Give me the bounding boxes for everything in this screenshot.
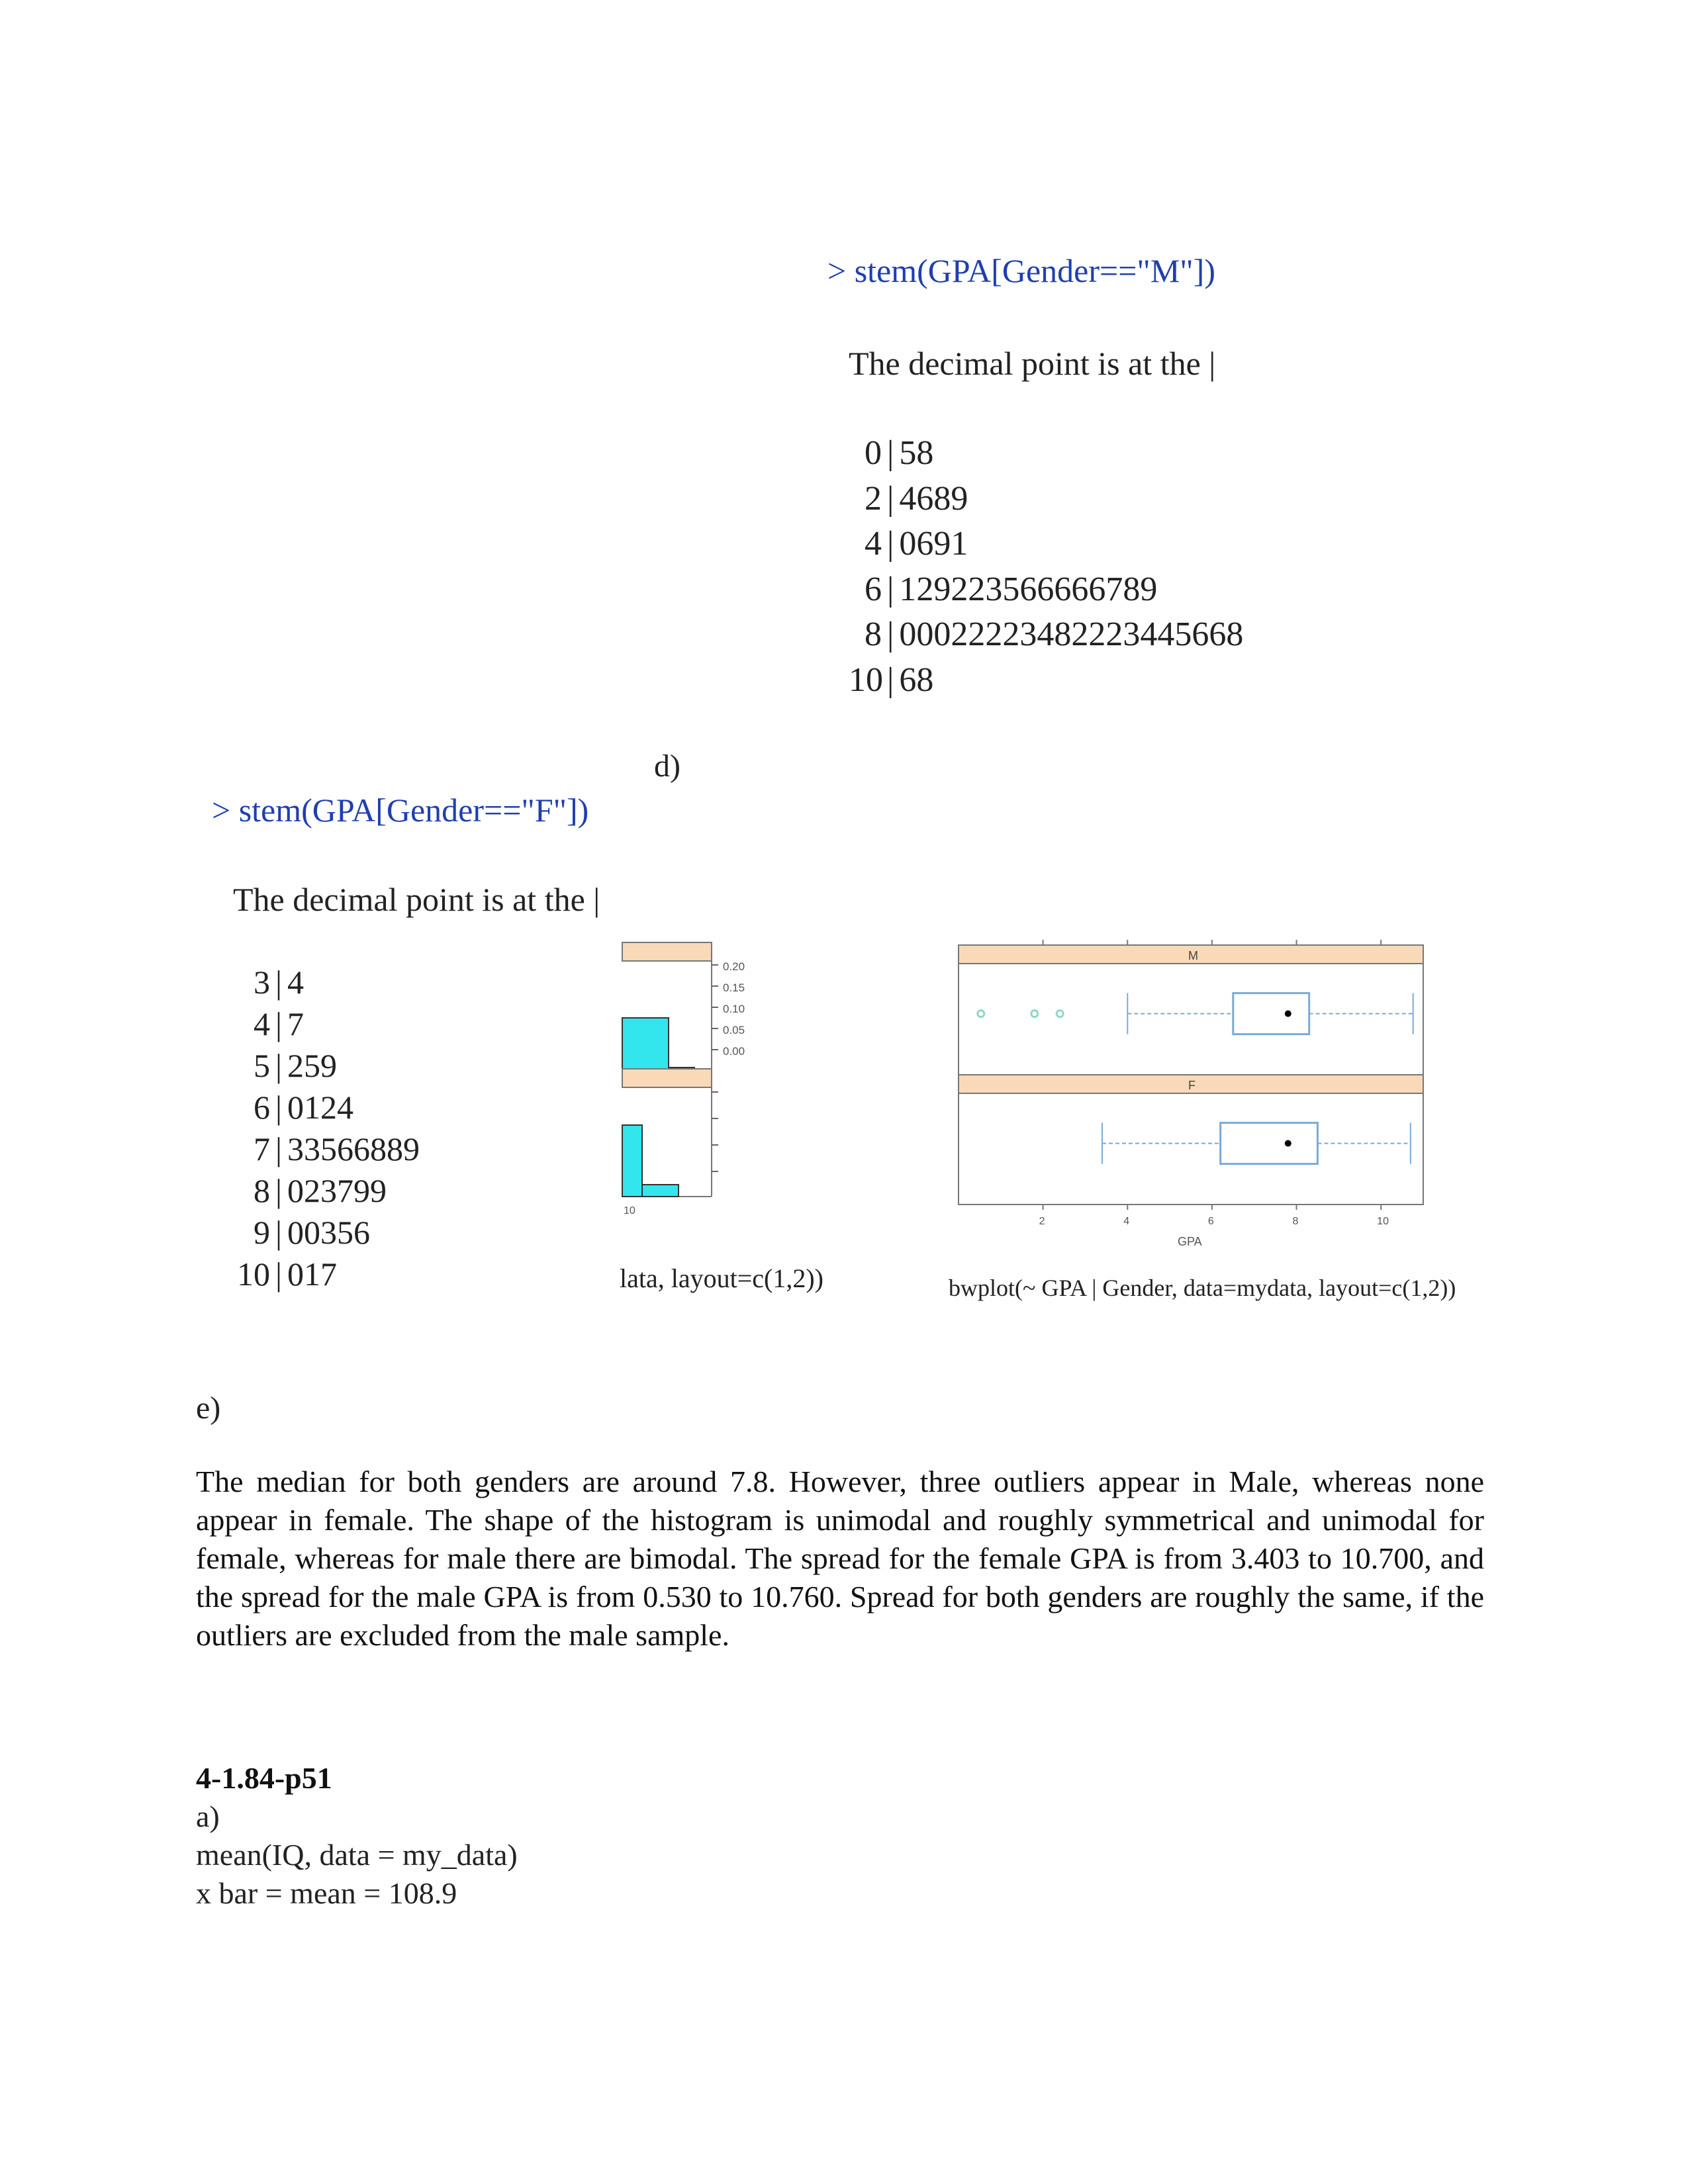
female-stem-divider: | bbox=[275, 1214, 283, 1251]
histogram-y-tick-label: 0.15 bbox=[723, 981, 745, 994]
female-stem-value: 4 bbox=[254, 1005, 270, 1042]
male-stem-value: 2 bbox=[865, 479, 882, 518]
part-e-paragraph: The median for both genders are around 7.8. However, three outliers appear in Male, whereas none appear in female. The shape of the histogram is unimodal and roughly symmetrical and unimodal for female, whereas for male there are bimodal. The spread for the female GPA is from 3.403 to 10.700, and the spread for the male GPA is from 0.530 to 10.760. Spread for both genders are roughly the same, if the outliers are excluded from the male sample. bbox=[196, 1465, 1484, 1652]
problem-heading: 4-1.84-p51 bbox=[196, 1761, 332, 1795]
male-stem-command: > stem(GPA[Gender=="M"]) bbox=[827, 252, 1215, 289]
x-axis-tick-label: 2 bbox=[1039, 1216, 1045, 1227]
male-stem-note: The decimal point is at the | bbox=[849, 345, 1216, 382]
x-axis-tick-label: 10 bbox=[1377, 1216, 1389, 1227]
boxplot-caption: bwplot(~ GPA | Gender, data=mydata, layout=c(1,2)) bbox=[949, 1275, 1456, 1301]
x-axis-tick-label: 4 bbox=[1123, 1216, 1130, 1227]
outlier-point bbox=[1031, 1011, 1038, 1017]
female-stem-row bbox=[237, 1046, 337, 1085]
histogram-y-tick-label: 0.10 bbox=[723, 1003, 745, 1015]
histogram-strip-top bbox=[622, 942, 712, 961]
male-stem-row bbox=[849, 524, 968, 563]
male-stem-value: 10 bbox=[849, 660, 883, 699]
female-stem-value: 7 bbox=[254, 1130, 270, 1167]
female-leaf-values: 00356 bbox=[287, 1214, 371, 1251]
male-stem-divider: | bbox=[887, 570, 894, 608]
problem-result: x bar = mean = 108.9 bbox=[196, 1876, 457, 1910]
male-stem-divider: | bbox=[887, 660, 894, 699]
histogram-y-axis bbox=[712, 960, 745, 1058]
female-stem-divider: | bbox=[275, 1172, 283, 1209]
histogram-strip-bottom bbox=[622, 1069, 712, 1087]
histogram-y-tick-label: 0.20 bbox=[723, 960, 745, 973]
female-leaf-values: 4 bbox=[287, 964, 305, 1001]
male-stem-divider: | bbox=[887, 615, 894, 653]
male-stem-row bbox=[849, 615, 1243, 654]
male-stem-divider: | bbox=[887, 525, 894, 563]
female-leaf-values: 33566889 bbox=[287, 1130, 420, 1167]
histogram-y-tick-label: 0.00 bbox=[723, 1045, 745, 1058]
part-d-label: d) bbox=[654, 749, 680, 784]
female-leaf-values: 0124 bbox=[287, 1089, 354, 1126]
female-stem-value: 10 bbox=[237, 1255, 270, 1293]
female-stem-divider: | bbox=[275, 1047, 283, 1084]
boxplot-chart bbox=[953, 940, 1443, 1251]
male-stem-row bbox=[849, 433, 933, 473]
male-stem-value: 6 bbox=[865, 570, 882, 608]
male-stem-row bbox=[849, 479, 968, 518]
male-stem-value: 4 bbox=[865, 525, 882, 563]
female-stem-value: 3 bbox=[254, 964, 270, 1001]
problem-part-label: a) bbox=[196, 1799, 220, 1833]
x-axis-tick-label: 6 bbox=[1207, 1216, 1214, 1227]
histogram-bar bbox=[622, 1018, 669, 1069]
female-stem-value: 8 bbox=[254, 1172, 270, 1209]
panel-strip-label: F bbox=[1188, 1079, 1196, 1092]
male-leaf-values: 58 bbox=[899, 434, 934, 472]
problem-code: mean(IQ, data = my_data) bbox=[196, 1838, 518, 1872]
female-stem-row bbox=[237, 1171, 387, 1210]
histogram-x-tick-label: 10 bbox=[624, 1205, 635, 1216]
female-leaf-values: 7 bbox=[287, 1005, 305, 1042]
female-stem-note: The decimal point is at the | bbox=[233, 881, 600, 918]
female-stem-row bbox=[237, 1213, 370, 1251]
histogram-fragment bbox=[616, 933, 781, 1224]
x-axis-label: GPA bbox=[1178, 1235, 1202, 1248]
male-stem-divider: | bbox=[887, 434, 894, 472]
female-leaf-values: 259 bbox=[287, 1047, 338, 1084]
median-dot bbox=[1285, 1011, 1291, 1017]
female-stem-value: 6 bbox=[254, 1089, 270, 1126]
median-dot bbox=[1285, 1140, 1291, 1147]
female-stem-row bbox=[237, 1005, 304, 1043]
female-stem-row bbox=[237, 1255, 337, 1293]
male-leaf-values: 0691 bbox=[899, 525, 968, 563]
box bbox=[1221, 1123, 1318, 1164]
male-leaf-values: 4689 bbox=[899, 479, 968, 518]
male-leaf-values: 00022223482223445668 bbox=[899, 615, 1244, 653]
male-stem-value: 8 bbox=[865, 615, 882, 653]
histogram-bar bbox=[622, 1125, 642, 1197]
female-stem-divider: | bbox=[275, 1089, 283, 1126]
female-stem-divider: | bbox=[275, 1255, 283, 1293]
histogram-bar bbox=[642, 1185, 679, 1197]
female-stem-divider: | bbox=[275, 1005, 283, 1042]
female-stem-command: > stem(GPA[Gender=="F"]) bbox=[212, 792, 589, 829]
outlier-point bbox=[978, 1011, 984, 1017]
x-axis-tick-label: 8 bbox=[1292, 1216, 1299, 1227]
male-leaf-values: 68 bbox=[899, 660, 934, 699]
female-stem-row bbox=[237, 1088, 353, 1126]
male-leaf-values: 129223566666789 bbox=[899, 570, 1158, 608]
male-stem-row bbox=[849, 570, 1157, 609]
female-stem-value: 9 bbox=[254, 1214, 270, 1251]
panel-frame bbox=[959, 1093, 1423, 1205]
male-stem-divider: | bbox=[887, 479, 894, 518]
female-stem-divider: | bbox=[275, 964, 283, 1001]
male-stem-row bbox=[849, 660, 933, 700]
female-stem-row bbox=[237, 1130, 420, 1168]
panel-strip-label: M bbox=[1188, 949, 1198, 962]
female-stem-divider: | bbox=[275, 1130, 283, 1167]
female-leaf-values: 023799 bbox=[287, 1172, 387, 1209]
part-e-label: e) bbox=[196, 1390, 221, 1426]
histogram-caption: lata, layout=c(1,2)) bbox=[620, 1263, 823, 1293]
male-stem-value: 0 bbox=[865, 434, 882, 472]
female-stem-value: 5 bbox=[254, 1047, 270, 1084]
female-leaf-values: 017 bbox=[287, 1255, 338, 1293]
panel-frame bbox=[959, 964, 1423, 1075]
box bbox=[1233, 993, 1309, 1034]
outlier-point bbox=[1056, 1011, 1063, 1017]
female-stem-row bbox=[237, 963, 304, 1001]
histogram-y-tick-label: 0.05 bbox=[723, 1024, 745, 1036]
